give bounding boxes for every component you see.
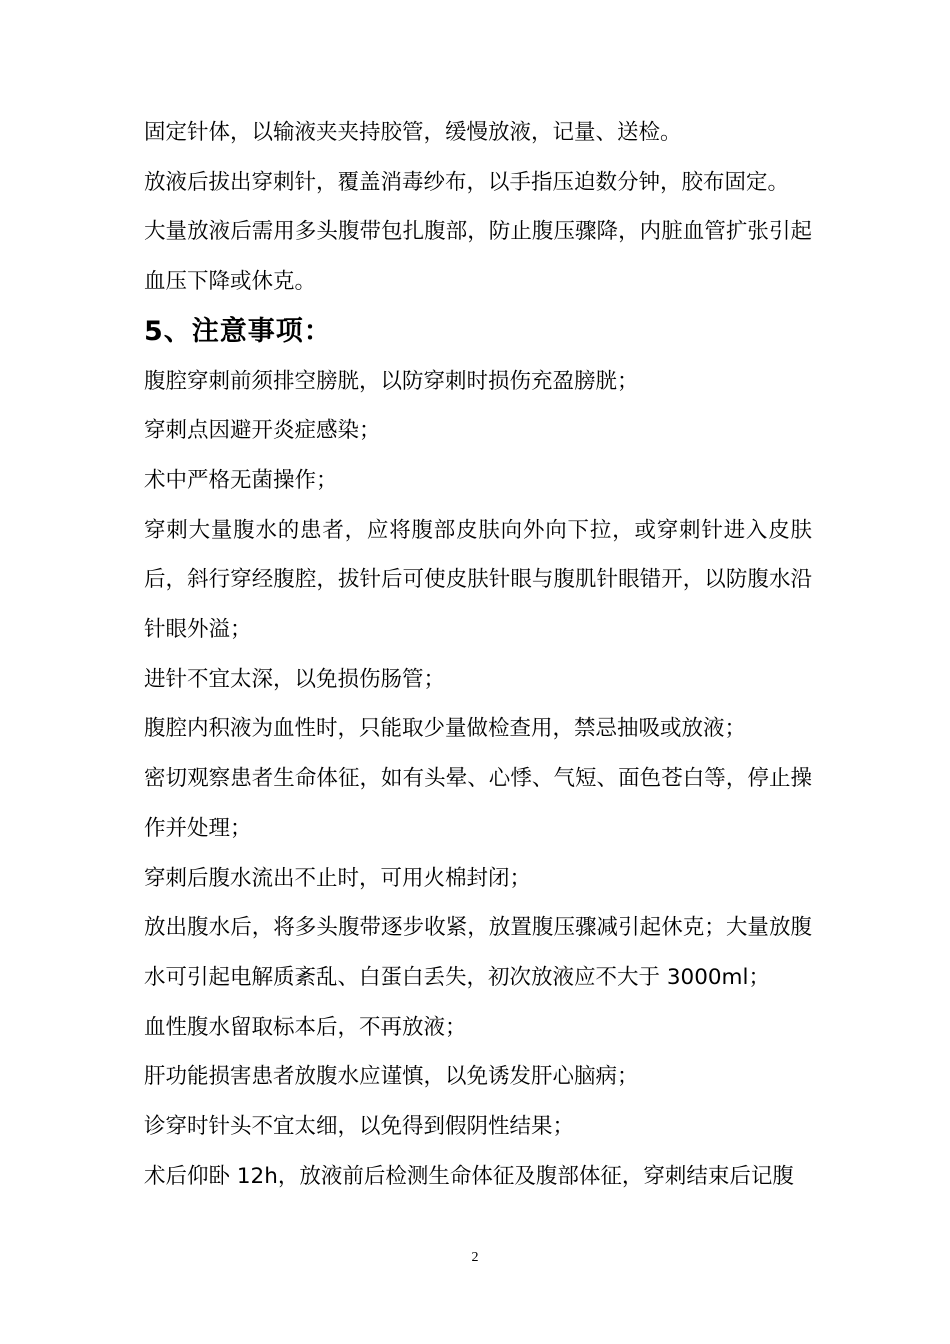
precaution-item: 密切观察患者生命体征，如有头晕、心悸、气短、面色苍白等，停止操作并处理；: [144, 766, 812, 841]
precaution-item: 穿刺后腹水流出不止时，可用火棉封闭；: [144, 865, 532, 891]
paragraph: 大量放液后需用多头腹带包扎腹部，防止腹压骤降，内脏血管扩张引起血压下降或休克。: [144, 219, 812, 295]
page-number: 2: [471, 1250, 479, 1265]
precaution-item: 穿刺点因避开炎症感染；: [144, 418, 381, 444]
paragraph: 放液后拔出穿刺针，覆盖消毒纱布，以手指压迫数分钟，胶布固定。: [144, 169, 790, 195]
document-body: [144, 108, 812, 1201]
precaution-item: 肝功能损害患者放腹水应谨慎，以免诱发肝心脑病；: [144, 1064, 639, 1090]
precaution-item: 腹腔内积液为血性时，只能取少量做检查用，禁忌抽吸或放液；: [144, 716, 747, 742]
paragraph: 固定针体，以输液夹夹持胶管，缓慢放液，记量、送检。: [144, 120, 682, 145]
precaution-item: 术后仰卧 12h，放液前后检测生命体征及腹部体征，穿刺结束后记腹: [144, 1163, 794, 1189]
precaution-item: 术中严格无菌操作；: [144, 467, 338, 493]
precaution-item: 进针不宜太深，以免损伤肠管；: [144, 666, 446, 692]
precaution-item: 血性腹水留取标本后，不再放液；: [144, 1014, 467, 1040]
section-heading: 5、注意事项：: [144, 315, 332, 347]
precaution-item: 穿刺大量腹水的患者，应将腹部皮肤向外向下拉，或穿刺针进入皮肤后，斜行穿经腹腔，拔针后可使皮肤针眼与腹肌针眼错开，以防腹水沿针眼外溢；: [144, 517, 812, 643]
precaution-item: 诊穿时针头不宜太细，以免得到假阴性结果；: [144, 1114, 575, 1140]
precaution-item: 腹腔穿刺前须排空膀胱，以防穿刺时损伤充盈膀胱；: [144, 368, 639, 394]
precaution-item: 放出腹水后，将多头腹带逐步收紧，放置腹压骤减引起休克；大量放腹水可引起电解质紊乱、白蛋白丢失，初次放液应不大于 3000ml；: [144, 915, 812, 990]
